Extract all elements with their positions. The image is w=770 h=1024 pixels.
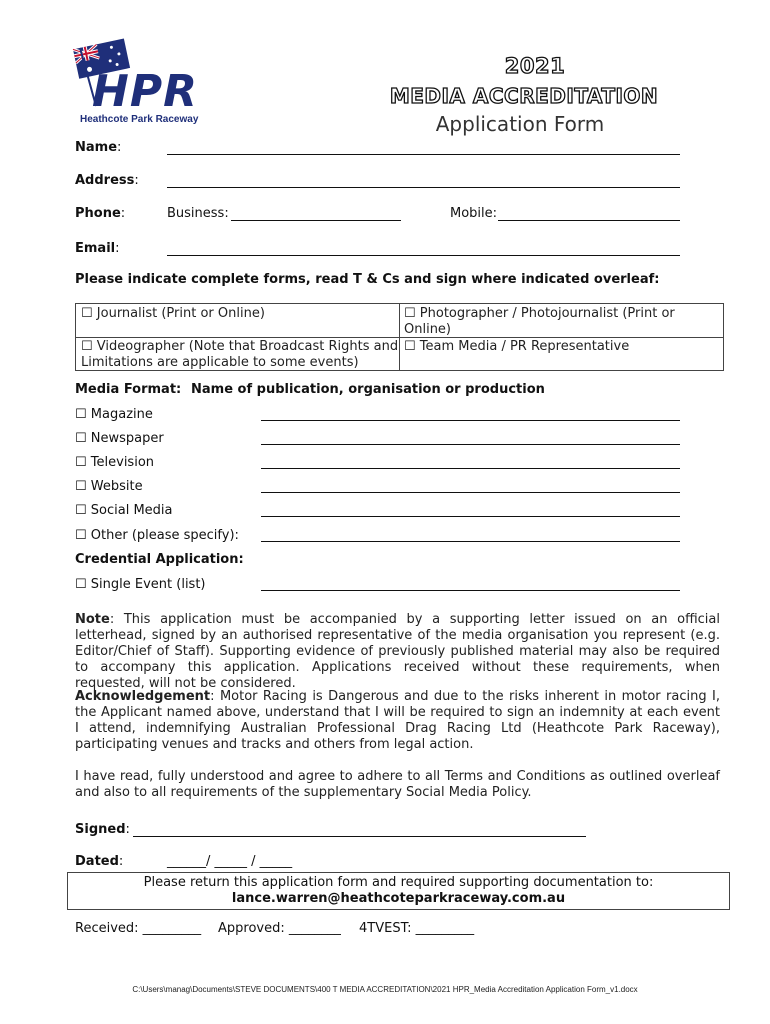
received-field: Received: _________ <box>75 921 202 936</box>
logo-caption: Heathcote Park Raceway <box>80 114 199 125</box>
form-subtitle: Application Form <box>435 112 605 136</box>
magazine-field[interactable] <box>261 420 680 421</box>
other-option[interactable]: ☐ Other (please specify): <box>75 528 239 543</box>
address-field[interactable] <box>167 187 680 188</box>
newspaper-field[interactable] <box>261 444 680 445</box>
mobile-phone-label: Mobile: <box>450 206 498 221</box>
single-event-field[interactable] <box>261 590 680 591</box>
form-year: 2021 <box>504 54 566 78</box>
television-option[interactable]: ☐ Television <box>75 455 155 470</box>
business-phone-label: Business: <box>167 206 229 221</box>
return-instructions-box <box>67 872 730 910</box>
tvest-field: 4TVEST: _________ <box>359 921 475 936</box>
note-paragraph: Note: This application must be accompanied by a supporting letter issued on an official letterhead, signed by an authorised representative of the media organisation you represent (e.g. Editor/Chief of Staff). Supporting evidence of previously published material may also be required to accompany this application. Applications received without these requirements, when requested, will not be considered. <box>75 612 720 691</box>
acknowledgement-paragraph: Acknowledgement: Motor Racing is Dangerous and due to the risks inherent in motor racing I, the Applicant named above, understand that I will be required to sign an indemnity at each event I attend, indemnifying Australian Professional Drag Racing Ltd (Heathcote Park Raceway), participating venues and tracks and others from legal action. <box>75 689 720 752</box>
file-path-footer: C:\Users\manag\Documents\STEVE DOCUMENTS\400 T MEDIA ACCREDITATION\2021 HPR_Media Accreditation Application Form_v1.docx <box>132 985 638 994</box>
social-media-field[interactable] <box>261 516 680 517</box>
media-format-header: Name of publication, organisation or production <box>191 382 545 397</box>
newspaper-option[interactable]: ☐ Newspaper <box>75 431 164 446</box>
hpr-logo <box>70 36 230 131</box>
address-label: Address: <box>75 173 139 188</box>
phone-label: Phone: <box>75 206 126 221</box>
journalist-option[interactable]: ☐ Journalist (Print or Online) <box>81 306 265 321</box>
name-field[interactable] <box>167 154 680 155</box>
magazine-option[interactable]: ☐ Magazine <box>75 407 153 422</box>
website-field[interactable] <box>261 492 680 493</box>
instruction-text: Please indicate complete forms, read T & Cs and sign where indicated overleaf: <box>75 272 660 287</box>
logo-letters: HPR <box>92 66 198 117</box>
signed-label: Signed: <box>75 822 130 837</box>
social-media-option[interactable]: ☐ Social Media <box>75 503 173 518</box>
email-field[interactable] <box>167 255 680 256</box>
return-instructions-text: Please return this application form and required supporting documentation to: <box>143 875 654 890</box>
photographer-option[interactable]: ☐ Photographer / Photojournalist (Print or Online) <box>404 306 675 337</box>
media-format-label: Media Format: <box>75 382 182 397</box>
agreement-paragraph: I have read, fully understood and agree to adhere to all Terms and Conditions as outlined overleaf and also to all requirements of the supplementary Social Media Policy. <box>75 769 720 800</box>
approved-field: Approved: ________ <box>218 921 341 936</box>
role-selection-table <box>75 303 724 371</box>
return-email-link[interactable]: lance.warren@heathcoteparkraceway.com.au <box>231 891 566 906</box>
mobile-phone-field[interactable] <box>498 220 680 221</box>
business-phone-field[interactable] <box>231 220 401 221</box>
signature-field[interactable] <box>133 836 586 837</box>
form-title: MEDIA ACCREDITATION <box>389 84 659 108</box>
credential-label: Credential Application: <box>75 552 244 567</box>
videographer-option[interactable]: ☐ Videographer (Note that Broadcast Rights and Limitations are applicable to some events) <box>81 339 399 370</box>
team-media-option[interactable]: ☐ Team Media / PR Representative <box>404 339 630 354</box>
email-label: Email: <box>75 241 120 256</box>
date-field[interactable]: ______/ _____ / _____ <box>167 854 293 869</box>
other-field[interactable] <box>261 541 680 542</box>
television-field[interactable] <box>261 468 680 469</box>
single-event-option[interactable]: ☐ Single Event (list) <box>75 577 206 592</box>
name-label: Name: <box>75 140 122 155</box>
dated-label: Dated: <box>75 854 124 869</box>
website-option[interactable]: ☐ Website <box>75 479 143 494</box>
